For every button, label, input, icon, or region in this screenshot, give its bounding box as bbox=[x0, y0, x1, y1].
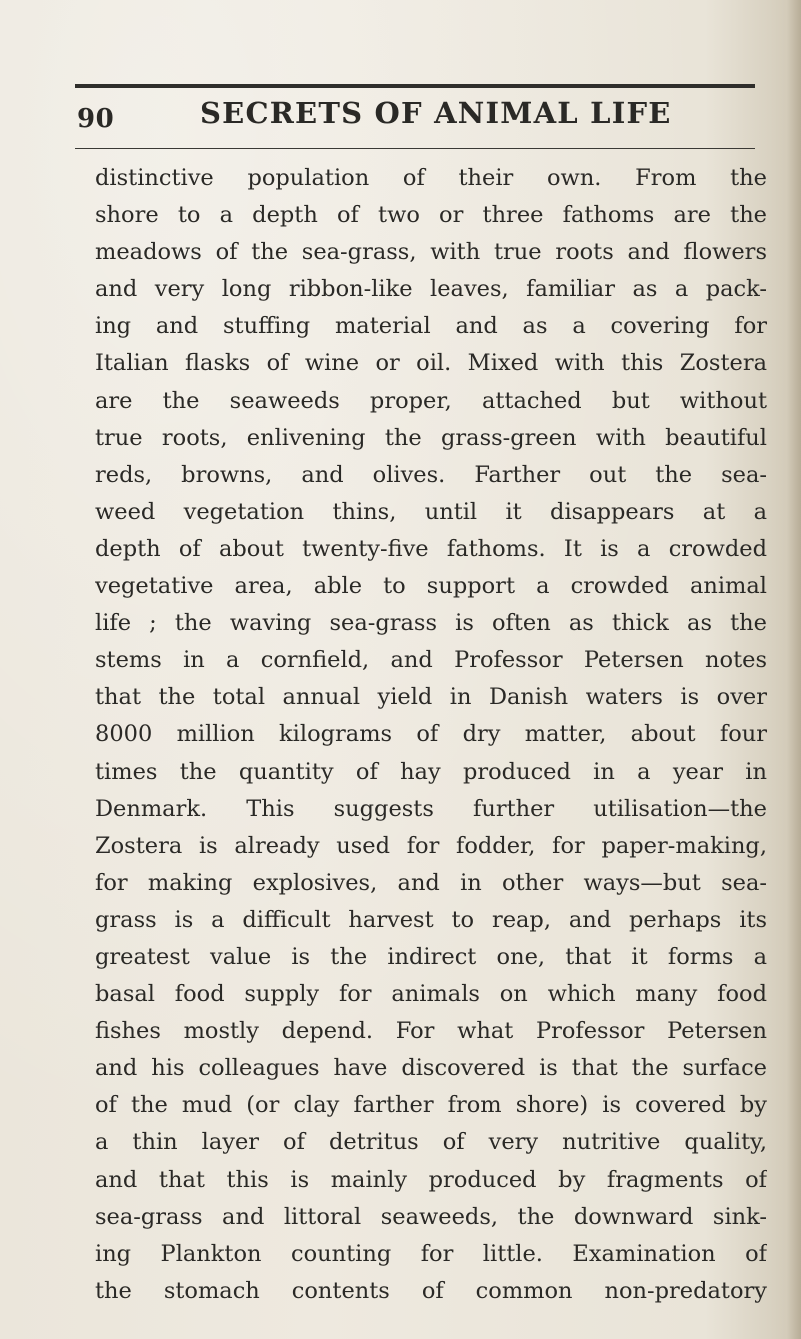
header-top-rule bbox=[75, 84, 755, 88]
text-line: 8000 million kilograms of dry matter, about four bbox=[95, 721, 767, 748]
text-line: true roots, enlivening the grass-green with beautiful bbox=[95, 424, 767, 451]
text-line: stems in a cornfield, and Professor Petersen notes bbox=[95, 647, 767, 674]
text-line: and very long ribbon-like leaves, familiar as a pack- bbox=[95, 276, 767, 303]
text-line: fishes mostly depend. For what Professor Petersen bbox=[95, 1018, 767, 1045]
text-line: ing and stuffing material and as a covering for bbox=[95, 313, 767, 340]
text-line: life ; the waving sea-grass is often as thick as the bbox=[95, 610, 767, 637]
text-line: of the mud (or clay farther from shore) is covered by bbox=[95, 1092, 767, 1119]
text-line: for making explosives, and in other ways—but sea- bbox=[95, 869, 767, 896]
text-line: Zostera is already used for fodder, for paper-making, bbox=[95, 832, 767, 859]
text-line: that the total annual yield in Danish waters is over bbox=[95, 684, 767, 711]
text-line: Denmark. This suggests further utilisation—the bbox=[95, 795, 767, 822]
text-line: Italian flasks of wine or oil. Mixed with this Zostera bbox=[95, 350, 767, 377]
text-line: and his colleagues have discovered is that the surface bbox=[95, 1055, 767, 1082]
page-number: 90 bbox=[77, 104, 115, 134]
text-line: and that this is mainly produced by fragments of bbox=[95, 1166, 767, 1193]
text-line: grass is a difficult harvest to reap, and perhaps its bbox=[95, 906, 767, 933]
text-line: distinctive population of their own. From the bbox=[95, 165, 767, 191]
text-line: weed vegetation thins, until it disappears at a bbox=[95, 498, 767, 525]
body-text bbox=[95, 160, 767, 1310]
text-line: basal food supply for animals on which many food bbox=[95, 981, 767, 1008]
text-line: meadows of the sea-grass, with true roots and flowers bbox=[95, 239, 767, 266]
text-line: greatest value is the indirect one, that it forms a bbox=[95, 943, 767, 970]
text-line: shore to a depth of two or three fathoms are the bbox=[95, 202, 767, 229]
page-header bbox=[75, 92, 755, 142]
text-line: times the quantity of hay produced in a year in bbox=[95, 758, 767, 785]
text-line: ing Plankton counting for little. Examination of bbox=[95, 1240, 767, 1267]
text-line: sea-grass and littoral seaweeds, the downward sink- bbox=[95, 1203, 767, 1230]
text-line: vegetative area, able to support a crowded animal bbox=[95, 573, 767, 600]
text-line: a thin layer of detritus of very nutritive quality, bbox=[95, 1129, 767, 1156]
text-line: depth of about twenty-five fathoms. It is a crowded bbox=[95, 535, 767, 562]
text-line: reds, browns, and olives. Farther out the sea- bbox=[95, 461, 767, 488]
text-line: are the seaweeds proper, attached but without bbox=[95, 387, 767, 414]
header-bottom-rule bbox=[75, 148, 755, 149]
text-line: the stomach contents of common non-predatory bbox=[95, 1277, 767, 1304]
page-edge-shadow bbox=[787, 0, 801, 1339]
running-title: SECRETS OF ANIMAL LIFE bbox=[200, 96, 672, 130]
